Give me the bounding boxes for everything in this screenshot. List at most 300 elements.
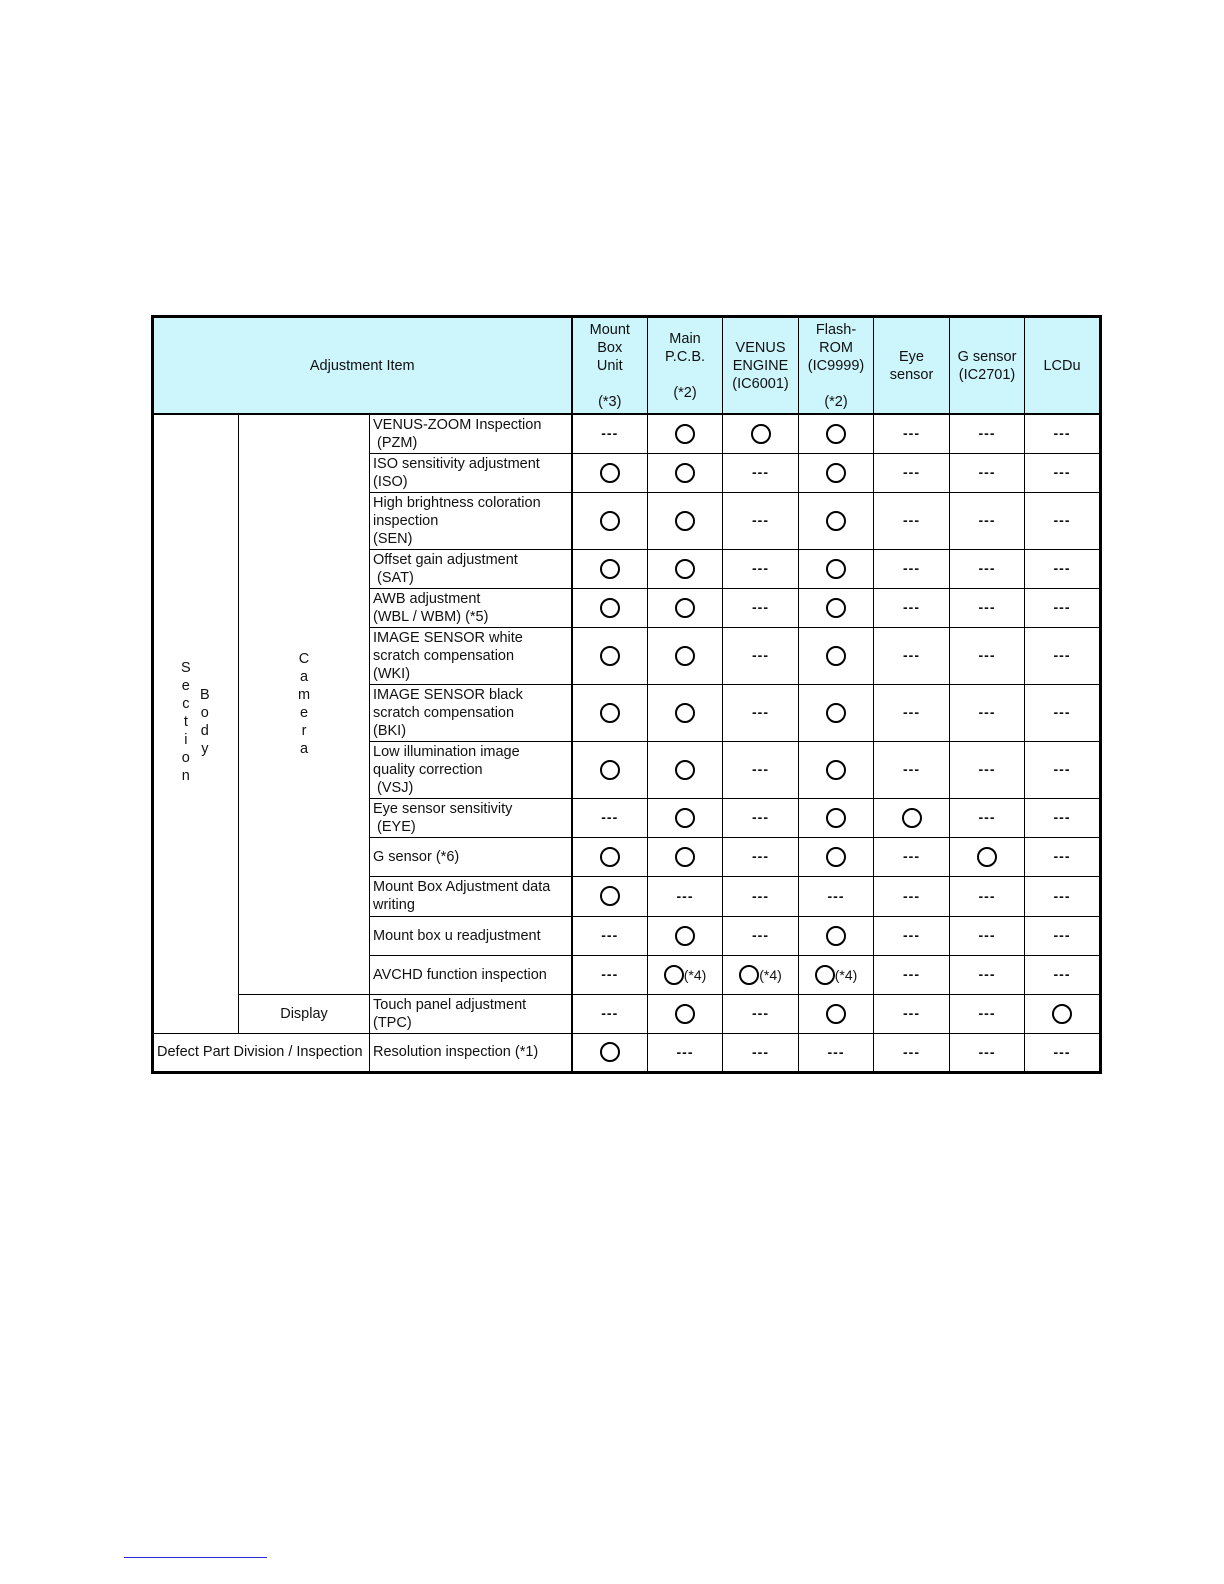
circle-icon	[826, 808, 846, 828]
mark-cell	[1025, 1033, 1101, 1072]
mark-cell	[874, 414, 950, 453]
section-word-letter: e	[181, 678, 190, 694]
dash-mark: ---	[978, 599, 996, 615]
mark-cell	[799, 955, 874, 994]
adjustment-item-cell	[370, 994, 572, 1033]
circle-icon	[826, 760, 846, 780]
section-word-letter: o	[181, 750, 190, 766]
mark-cell	[950, 627, 1025, 684]
body-word-letter: d	[200, 723, 209, 739]
mark-cell	[648, 627, 723, 684]
dash-mark: ---	[1053, 560, 1071, 576]
dash-mark: ---	[903, 560, 921, 576]
dash-mark: ---	[752, 599, 770, 615]
mark-cell	[723, 627, 799, 684]
mark-cell	[723, 798, 799, 837]
column-header-line: VENUS	[735, 339, 786, 356]
dash-mark: ---	[978, 1005, 996, 1021]
circle-icon	[902, 808, 922, 828]
section-word-letter: t	[183, 714, 188, 730]
dash-mark: ---	[978, 887, 996, 904]
mark-cell	[1025, 955, 1101, 994]
mark-cell	[723, 414, 799, 453]
circle-icon	[600, 511, 620, 531]
mark-cell	[723, 741, 799, 798]
dash-mark: ---	[1053, 704, 1071, 720]
mark-cell	[1025, 994, 1101, 1033]
dash-mark: ---	[903, 761, 921, 777]
mark-cell	[1025, 798, 1101, 837]
dash-mark: ---	[752, 512, 770, 528]
adjustment-item-cell	[370, 876, 572, 916]
circle-icon	[826, 1004, 846, 1024]
dash-mark: ---	[903, 848, 921, 864]
mark-cell	[799, 549, 874, 588]
item-line: AWB adjustment	[373, 590, 481, 607]
circle-icon	[600, 847, 620, 867]
mark-cell	[874, 798, 950, 837]
circle-icon	[826, 926, 846, 946]
item-line: (PZM)	[373, 434, 418, 451]
mark-cell	[648, 1033, 723, 1072]
mark-cell	[874, 955, 950, 994]
dash-mark: ---	[676, 1043, 694, 1060]
mark-cell	[723, 994, 799, 1033]
mark-cell	[572, 876, 648, 916]
circle-icon	[600, 760, 620, 780]
section-body-label	[153, 414, 239, 1033]
dash-mark: ---	[978, 464, 996, 480]
mark-cell	[874, 1033, 950, 1072]
item-line: High brightness coloration	[373, 494, 541, 511]
mark-cell	[874, 837, 950, 876]
mark-cell	[874, 588, 950, 627]
circle-icon	[600, 559, 620, 579]
circle-icon	[600, 703, 620, 723]
dash-mark: ---	[1053, 927, 1071, 943]
item-line: Resolution inspection (*1)	[373, 1044, 539, 1060]
circle-icon	[675, 703, 695, 723]
column-header-line: (*3)	[598, 393, 622, 410]
dash-mark: ---	[1053, 848, 1071, 864]
item-line: Low illumination image	[373, 743, 520, 760]
column-header-line: Flash-	[815, 321, 857, 338]
mark-cell	[950, 837, 1025, 876]
dash-mark: ---	[978, 927, 996, 943]
dash-mark: ---	[601, 966, 619, 982]
dash-mark: ---	[903, 927, 921, 943]
mark-cell	[572, 798, 648, 837]
mark-cell	[648, 837, 723, 876]
mark-cell	[648, 741, 723, 798]
camera-word-letter: a	[299, 669, 309, 686]
mark-cell	[874, 684, 950, 741]
mark-cell	[799, 994, 874, 1033]
mark-cell	[723, 588, 799, 627]
table-row	[153, 1033, 1101, 1072]
camera-label	[239, 414, 370, 994]
mark-cell	[1025, 414, 1101, 453]
mark-cell	[572, 627, 648, 684]
section-word-letter: S	[181, 660, 191, 676]
column-header-2	[723, 317, 799, 415]
column-header-line: P.C.B.	[665, 348, 706, 365]
column-header-line	[573, 375, 648, 393]
mark-cell	[950, 414, 1025, 453]
dash-mark: ---	[978, 425, 996, 442]
circle-icon	[675, 463, 695, 483]
adjustment-item-cell	[370, 627, 572, 684]
circle-icon	[675, 847, 695, 867]
mark-cell	[648, 798, 723, 837]
camera-word-letter: e	[299, 705, 309, 722]
dash-mark: ---	[752, 887, 770, 904]
mark-cell	[950, 916, 1025, 955]
dash-mark: ---	[752, 1005, 770, 1021]
mark-cell	[950, 741, 1025, 798]
mark-cell	[648, 876, 723, 916]
adjustment-item-cell	[370, 684, 572, 741]
column-header-line: ROM	[819, 339, 853, 356]
circle-icon	[675, 926, 695, 946]
mark-cell	[950, 588, 1025, 627]
mark-cell	[799, 798, 874, 837]
mark-cell	[950, 549, 1025, 588]
mark-cell	[874, 492, 950, 549]
mark-cell	[874, 627, 950, 684]
column-header-line: Eye	[899, 348, 925, 365]
camera-word-letter: a	[299, 741, 309, 758]
mark-cell	[874, 994, 950, 1033]
mark-cell	[1025, 453, 1101, 492]
header-row	[153, 317, 1101, 415]
column-header-line: ENGINE	[732, 357, 789, 374]
dash-mark: ---	[1053, 512, 1071, 528]
dash-mark: ---	[601, 425, 619, 442]
mark-cell	[572, 492, 648, 549]
mark-cell	[799, 627, 874, 684]
mark-cell	[799, 741, 874, 798]
circle-icon	[826, 463, 846, 483]
mark-cell	[1025, 876, 1101, 916]
item-line: Mount Box Adjustment data	[373, 879, 551, 895]
circle-icon	[739, 965, 759, 985]
body-word	[200, 686, 210, 758]
section-word-letter: n	[181, 768, 190, 784]
circle-icon	[826, 511, 846, 531]
table-row	[153, 414, 1101, 453]
dash-mark: ---	[601, 809, 619, 825]
defect-label: Defect Part Division / Inspection	[153, 1033, 370, 1072]
mark-cell	[1025, 837, 1101, 876]
mark-cell	[723, 955, 799, 994]
mark-cell	[572, 837, 648, 876]
mark-cell	[1025, 492, 1101, 549]
item-line: (SAT)	[373, 569, 414, 586]
item-line: scratch compensation	[373, 647, 515, 664]
circle-icon	[826, 424, 846, 444]
footnote-label: (*4)	[683, 966, 707, 983]
dash-mark: ---	[1053, 809, 1071, 825]
mark-cell	[648, 955, 723, 994]
mark-cell	[572, 916, 648, 955]
dash-mark: ---	[978, 704, 996, 720]
mark-cell	[799, 916, 874, 955]
item-line: writing	[373, 897, 415, 913]
section-word	[181, 659, 191, 785]
column-header-line: Main	[669, 330, 701, 347]
mark-cell	[648, 684, 723, 741]
dash-mark: ---	[601, 927, 619, 943]
mark-cell	[648, 492, 723, 549]
dash-mark: ---	[903, 1043, 921, 1060]
camera-word-letter: C	[298, 651, 310, 668]
adjustment-item-cell	[370, 453, 572, 492]
circle-icon	[815, 965, 835, 985]
mark-cell	[723, 684, 799, 741]
circle-icon	[664, 965, 684, 985]
mark-cell	[1025, 741, 1101, 798]
item-line: (TPC)	[373, 1014, 412, 1031]
dash-mark: ---	[1053, 647, 1071, 663]
mark-cell	[572, 453, 648, 492]
circle-icon	[826, 598, 846, 618]
mark-cell	[572, 994, 648, 1033]
dash-mark: ---	[752, 464, 770, 480]
dash-mark: ---	[1053, 599, 1071, 615]
item-line: IMAGE SENSOR white	[373, 629, 523, 646]
mark-cell	[572, 588, 648, 627]
display-label: Display	[239, 994, 370, 1033]
adjustment-item-cell	[370, 916, 572, 955]
dash-mark: ---	[1053, 761, 1071, 777]
column-header-line: (IC9999)	[807, 357, 865, 374]
column-header-line	[799, 375, 873, 393]
circle-icon	[675, 760, 695, 780]
mark-cell	[874, 876, 950, 916]
mark-cell	[1025, 916, 1101, 955]
circle-icon	[675, 598, 695, 618]
item-line: AVCHD function inspection	[373, 966, 547, 983]
adjustment-item-cell	[370, 955, 572, 994]
mark-cell	[950, 684, 1025, 741]
mark-cell	[572, 684, 648, 741]
dash-mark: ---	[978, 1043, 996, 1060]
mark-cell	[874, 549, 950, 588]
mark-cell	[648, 549, 723, 588]
item-line: ISO sensitivity adjustment	[373, 455, 540, 472]
mark-cell	[1025, 549, 1101, 588]
dash-mark: ---	[903, 599, 921, 615]
adjustment-item-cell	[370, 1033, 572, 1072]
column-header-3	[799, 317, 874, 415]
adjustment-item-cell	[370, 588, 572, 627]
circle-icon	[675, 559, 695, 579]
item-line: VENUS-ZOOM Inspection	[373, 416, 542, 433]
circle-icon	[600, 1042, 620, 1062]
mark-cell	[799, 492, 874, 549]
circle-icon	[675, 511, 695, 531]
column-header-1	[648, 317, 723, 415]
column-header-0	[572, 317, 648, 415]
dash-mark: ---	[752, 1043, 770, 1060]
dash-mark: ---	[903, 966, 921, 982]
mark-cell	[799, 1033, 874, 1072]
dash-mark: ---	[752, 761, 770, 777]
mark-cell	[572, 549, 648, 588]
mark-cell	[1025, 588, 1101, 627]
dash-mark: ---	[978, 966, 996, 982]
item-line: (WBL / WBM) (*5)	[373, 608, 489, 625]
adjustment-item-cell	[370, 741, 572, 798]
mark-cell	[648, 414, 723, 453]
dash-mark: ---	[978, 512, 996, 528]
mark-cell	[950, 492, 1025, 549]
item-line: (ISO)	[373, 473, 408, 490]
column-header-line: Box	[597, 339, 623, 356]
mark-cell	[723, 453, 799, 492]
dash-mark: ---	[978, 761, 996, 777]
column-header-line	[648, 366, 722, 384]
footer-link-underline	[124, 1557, 267, 1558]
mark-cell	[572, 955, 648, 994]
mark-cell	[874, 741, 950, 798]
dash-mark: ---	[903, 464, 921, 480]
item-line: scratch compensation	[373, 704, 515, 721]
dash-mark: ---	[903, 425, 921, 442]
circle-icon	[1052, 1004, 1072, 1024]
camera-word-letter: m	[297, 687, 311, 704]
dash-mark: ---	[1053, 966, 1071, 982]
circle-icon	[826, 703, 846, 723]
footnote-label: (*4)	[834, 966, 858, 983]
mark-cell	[799, 837, 874, 876]
dash-mark: ---	[752, 848, 770, 864]
dash-mark: ---	[752, 560, 770, 576]
column-header-line: Mount	[589, 321, 630, 338]
mark-cell	[950, 1033, 1025, 1072]
dash-mark: ---	[752, 809, 770, 825]
dash-mark: ---	[827, 887, 845, 904]
item-line: (SEN)	[373, 530, 413, 547]
column-header-line: sensor	[889, 366, 934, 383]
column-header-line: (*2)	[673, 384, 697, 401]
mark-cell	[874, 453, 950, 492]
column-header-line: (IC2701)	[958, 366, 1016, 383]
circle-icon	[600, 598, 620, 618]
circle-icon	[675, 646, 695, 666]
item-line: (WKI)	[373, 665, 411, 682]
circle-icon	[675, 1004, 695, 1024]
column-header-line: (*2)	[824, 393, 848, 410]
mark-cell	[950, 955, 1025, 994]
adjustment-item-header: Adjustment Item	[153, 317, 572, 415]
item-line: Offset gain adjustment	[373, 551, 518, 568]
mark-cell	[1025, 684, 1101, 741]
mark-cell	[799, 453, 874, 492]
mark-cell	[648, 994, 723, 1033]
dash-mark: ---	[903, 887, 921, 904]
body-word-letter: y	[201, 741, 209, 757]
mark-cell	[799, 876, 874, 916]
adjustment-item-cell	[370, 492, 572, 549]
body-word-letter: B	[200, 687, 210, 703]
adjustment-item-cell	[370, 837, 572, 876]
item-line: Mount box u readjustment	[373, 927, 541, 944]
mark-cell	[723, 1033, 799, 1072]
adjustment-item-cell	[370, 798, 572, 837]
circle-icon	[977, 847, 997, 867]
item-line: IMAGE SENSOR black	[373, 686, 523, 703]
table-row	[153, 994, 1101, 1033]
circle-icon	[675, 808, 695, 828]
column-header-4	[874, 317, 950, 415]
dash-mark: ---	[827, 1043, 845, 1060]
dash-mark: ---	[903, 512, 921, 528]
item-line: (VSJ)	[373, 779, 414, 796]
circle-icon	[675, 424, 695, 444]
item-line: inspection	[373, 512, 439, 529]
dash-mark: ---	[903, 704, 921, 720]
mark-cell	[1025, 627, 1101, 684]
mark-cell	[950, 798, 1025, 837]
item-line: (EYE)	[373, 818, 416, 835]
column-header-5	[950, 317, 1025, 415]
dash-mark: ---	[978, 560, 996, 576]
item-line: (BKI)	[373, 722, 407, 739]
mark-cell	[799, 588, 874, 627]
item-line: Touch panel adjustment	[373, 996, 527, 1013]
circle-icon	[600, 886, 620, 906]
dash-mark: ---	[1053, 887, 1071, 904]
column-header-6	[1025, 317, 1101, 415]
circle-icon	[600, 646, 620, 666]
circle-icon	[826, 559, 846, 579]
body-word-letter: o	[200, 705, 209, 721]
dash-mark: ---	[752, 927, 770, 943]
section-word-letter: i	[184, 732, 188, 748]
column-header-line: G sensor	[957, 348, 1017, 365]
dash-mark: ---	[978, 647, 996, 663]
column-header-line: LCDu	[1043, 357, 1081, 374]
item-line: G sensor (*6)	[373, 848, 460, 865]
mark-cell	[723, 492, 799, 549]
mark-cell	[723, 876, 799, 916]
mark-cell	[799, 414, 874, 453]
mark-cell	[950, 876, 1025, 916]
column-header-line: Unit	[596, 357, 623, 374]
circle-icon	[751, 424, 771, 444]
mark-cell	[950, 453, 1025, 492]
dash-mark: ---	[1053, 425, 1071, 442]
camera-word-letter: r	[301, 723, 307, 740]
section-word-letter: c	[182, 696, 190, 712]
adjustment-item-cell	[370, 549, 572, 588]
item-line: Eye sensor sensitivity	[373, 800, 513, 817]
mark-cell	[648, 916, 723, 955]
mark-cell	[723, 549, 799, 588]
camera-word	[298, 650, 310, 758]
mark-cell	[799, 684, 874, 741]
adjustment-item-cell	[370, 414, 572, 453]
circle-icon	[600, 463, 620, 483]
dash-mark: ---	[676, 887, 694, 904]
dash-mark: ---	[601, 1005, 619, 1021]
dash-mark: ---	[903, 647, 921, 663]
dash-mark: ---	[903, 1005, 921, 1021]
mark-cell	[950, 994, 1025, 1033]
item-line: quality correction	[373, 761, 483, 778]
